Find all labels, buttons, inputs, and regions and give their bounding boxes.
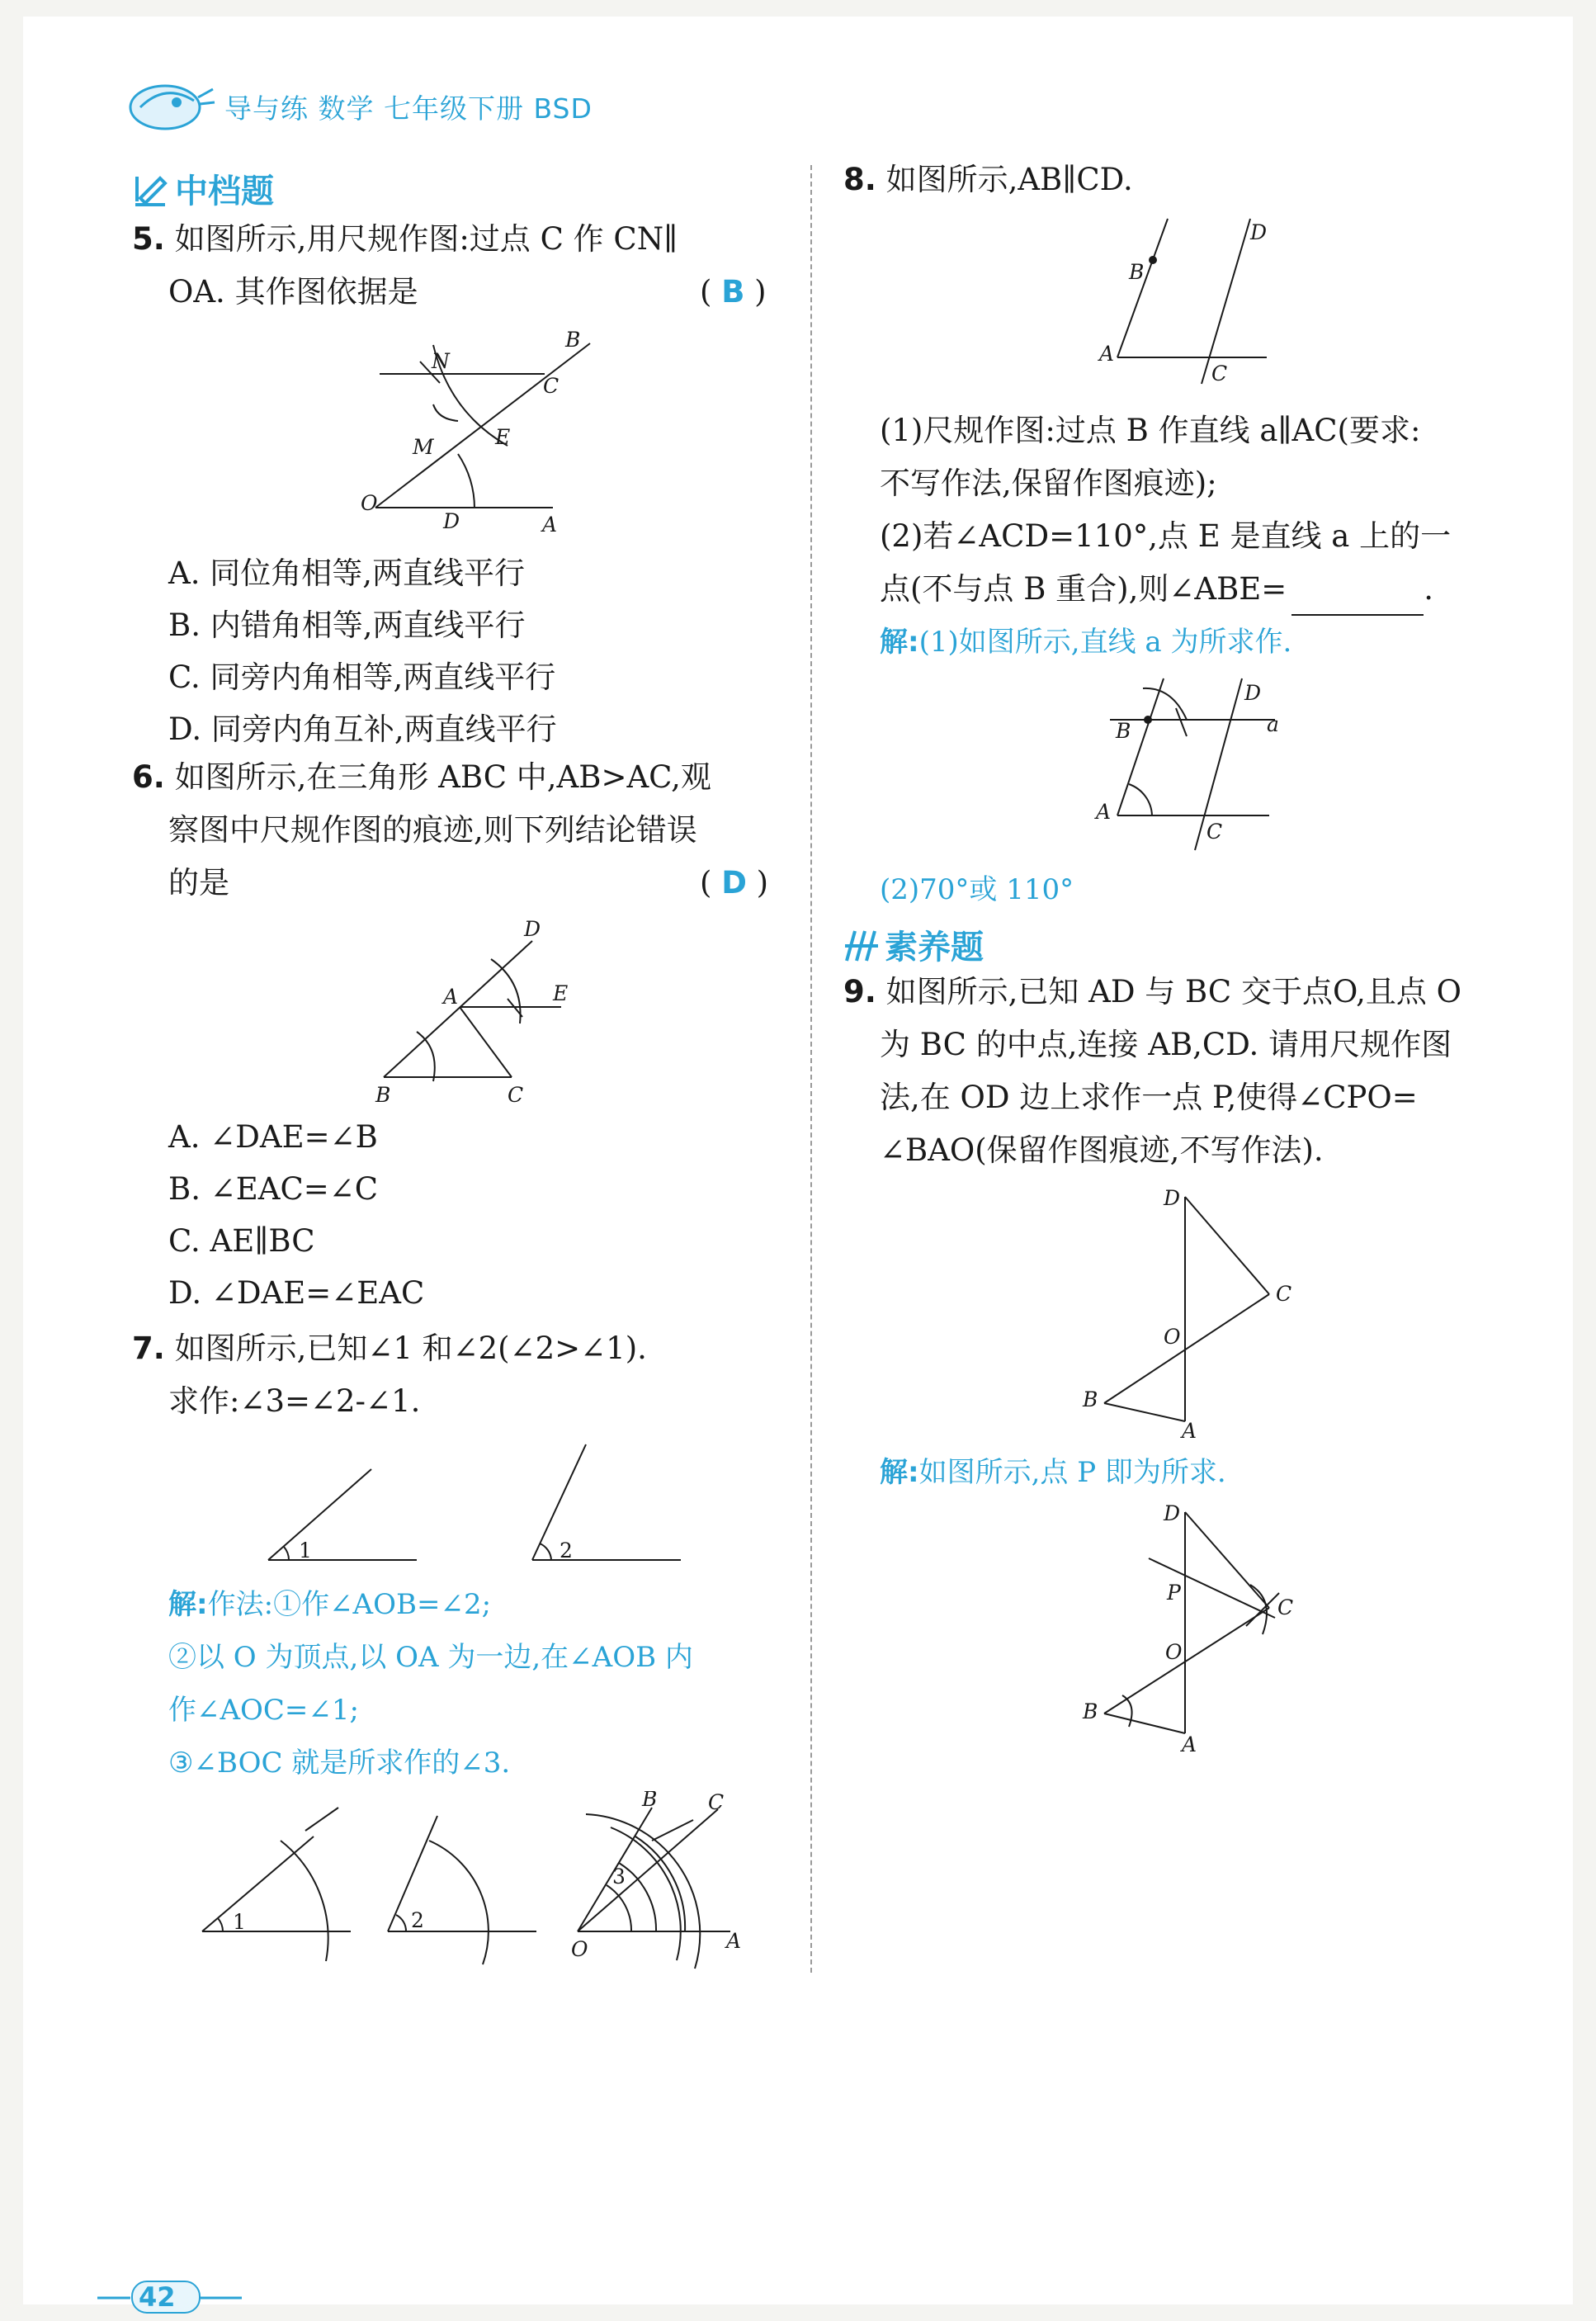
- q7-line1: 如图所示,已知∠1 和∠2(∠2>∠1).: [174, 1331, 647, 1366]
- q8-figure: [1089, 210, 1287, 392]
- q5-option-a: A. 同位角相等,两直线平行: [168, 555, 526, 591]
- q9-line4: ∠BAO(保留作图痕迹,不写作法).: [880, 1132, 1324, 1168]
- q8-solution-label: 解:: [880, 626, 919, 659]
- q8-solution-part2: (2)70°或 110°: [880, 873, 1074, 906]
- q7-sol-angle1-label: 1: [233, 1910, 246, 1934]
- q9-line1: 如图所示,已知 AD 与 BC 交于点O,且点 O: [885, 974, 1461, 1009]
- q7-given-angles: [248, 1436, 710, 1568]
- q7-solution-label: 解:: [168, 1588, 208, 1621]
- q7-sol-angle3-label: 3: [612, 1865, 626, 1888]
- q8-label-C: C: [1211, 362, 1228, 385]
- q9-label-A: A: [1182, 1419, 1197, 1438]
- q8-label-B: B: [1129, 260, 1145, 284]
- q9-solution-label: 解:: [880, 1456, 919, 1489]
- q7-stem: [132, 1322, 647, 1375]
- q5-label-D: D: [443, 509, 460, 533]
- q9-figure: [1073, 1182, 1320, 1438]
- q8-sol-label-B: B: [1116, 719, 1131, 743]
- q7-sol-label-C: C: [708, 1791, 725, 1814]
- q6-label-B: B: [375, 1083, 391, 1107]
- q5-label-A: A: [542, 513, 558, 537]
- q5-label-O: O: [361, 491, 378, 515]
- q8-sol-label-A: A: [1096, 800, 1112, 824]
- q6-stem: [132, 751, 711, 804]
- q9-solution-figure: [1073, 1502, 1320, 1758]
- q9-label-D: D: [1164, 1186, 1181, 1210]
- pencil-section-icon: [132, 172, 168, 208]
- q7-sol-label-B: B: [642, 1791, 658, 1811]
- q6-label-D: D: [524, 917, 541, 941]
- q9-label-B: B: [1083, 1387, 1098, 1411]
- q7-solution-figure: [190, 1791, 767, 1973]
- q8-part1-line2: 不写作法,保留作图痕迹);: [880, 466, 1217, 501]
- q8-part2-text: 点(不与点 B 重合),则∠ABE=: [880, 571, 1287, 607]
- q7-solution-step3: 作∠AOC=∠1;: [168, 1694, 359, 1727]
- q7-number: 7.: [132, 1331, 165, 1366]
- q5-line1: 如图所示,用尺规作图:过点 C 作 CN∥: [174, 221, 678, 257]
- q5-option-b: B. 内错角相等,两直线平行: [168, 607, 526, 643]
- q5-answer: B: [721, 274, 745, 310]
- q9-sol-label-C: C: [1277, 1595, 1294, 1619]
- q6-label-C: C: [508, 1083, 524, 1107]
- q6-option-a: A. ∠DAE=∠B: [168, 1119, 378, 1155]
- q6-line1: 如图所示,在三角形 ABC 中,AB>AC,观: [174, 759, 711, 795]
- q9-sol-label-P: P: [1167, 1581, 1181, 1605]
- q7-solution-line1: [168, 1578, 491, 1631]
- column-divider: [810, 165, 812, 1973]
- q9-sol-label-A: A: [1182, 1732, 1197, 1756]
- q7-angle1-label: 1: [299, 1539, 312, 1562]
- q7-sol-label-A: A: [726, 1929, 742, 1953]
- q7-solution-step4: ③∠BOC 就是所求作的∠3.: [168, 1747, 511, 1780]
- q9-label-C: C: [1276, 1282, 1292, 1306]
- q8-part2-line2: 点(不与点 B 重合),则∠ABE= .: [880, 563, 1433, 616]
- q9-solution-line1: [880, 1446, 1226, 1499]
- q8-line1: 如图所示,AB∥CD.: [885, 162, 1133, 197]
- q7-solution-step2: ②以 O 为顶点,以 OA 为一边,在∠AOB 内: [168, 1641, 693, 1674]
- q9-line2: 为 BC 的中点,连接 AB,CD. 请用尺规作图: [880, 1027, 1452, 1062]
- q5-option-c: C. 同旁内角相等,两直线平行: [168, 659, 556, 695]
- q9-label-O: O: [1164, 1325, 1181, 1349]
- page-number: 42: [139, 2281, 176, 2313]
- q5-stem: [132, 213, 678, 266]
- q8-sol-label-D: D: [1244, 681, 1262, 705]
- q5-label-C: C: [543, 374, 560, 398]
- q5-option-d: D. 同旁内角互补,两直线平行: [168, 711, 557, 747]
- q6-answer: D: [721, 865, 747, 901]
- q6-number: 6.: [132, 759, 165, 795]
- q5-figure: [351, 322, 615, 545]
- q7-sol-label-O: O: [571, 1937, 588, 1961]
- q6-option-d: D. ∠DAE=∠EAC: [168, 1275, 425, 1311]
- section-title-literacy: 素养题: [885, 929, 984, 967]
- section-title-middle: 中档题: [175, 173, 274, 210]
- q9-sol-label-D: D: [1164, 1502, 1181, 1525]
- q6-answer-box: ( D ): [700, 865, 769, 901]
- header-title: 导与练 数学 七年级下册 BSD: [224, 92, 593, 125]
- q6-label-A: A: [443, 985, 459, 1009]
- q6-label-E: E: [553, 981, 569, 1005]
- q8-number: 8.: [843, 162, 876, 197]
- q5-line2: OA. 其作图依据是: [168, 274, 418, 310]
- q6-line2: 察图中尺规作图的痕迹,则下列结论错误: [168, 812, 697, 848]
- q9-line3: 法,在 OD 边上求作一点 P,使得∠CPO=: [880, 1080, 1418, 1115]
- q7-solution-step1: 作法:①作∠AOB=∠2;: [207, 1588, 492, 1621]
- q8-stem: [843, 154, 1133, 206]
- q8-solution-figure: [1089, 670, 1304, 860]
- q5-label-N: N: [432, 349, 450, 373]
- logo-icon: [124, 74, 219, 136]
- q9-sol-label-O: O: [1165, 1640, 1183, 1664]
- q8-label-D: D: [1250, 220, 1268, 244]
- q8-label-A: A: [1099, 342, 1115, 366]
- q7-sol-angle2-label: 2: [411, 1908, 424, 1932]
- q8-sol-label-C: C: [1206, 820, 1223, 844]
- q8-part1-line1: (1)尺规作图:过点 B 作直线 a∥AC(要求:: [880, 413, 1421, 448]
- q9-stem: [843, 966, 1461, 1019]
- literacy-section-icon: [843, 928, 880, 964]
- q5-answer-box: ( B ): [700, 274, 767, 310]
- q8-part2-line1: (2)若∠ACD=110°,点 E 是直线 a 上的一: [880, 518, 1452, 554]
- q8-answer-blank: [1291, 586, 1424, 616]
- q6-line3: 的是: [168, 865, 229, 901]
- q9-number: 9.: [843, 974, 876, 1009]
- q9-solution-text: 如图所示,点 P 即为所求.: [918, 1456, 1226, 1489]
- q5-label-M: M: [413, 435, 434, 459]
- q5-label-E: E: [495, 425, 511, 449]
- q5-label-B: B: [565, 328, 581, 352]
- q6-figure: [367, 916, 598, 1114]
- q8-sol-label-a: a: [1267, 712, 1279, 736]
- q8-solution-part1: (1)如图所示,直线 a 为所求作.: [918, 626, 1292, 659]
- q7-angle2-label: 2: [560, 1539, 573, 1562]
- q6-option-b: B. ∠EAC=∠C: [168, 1171, 379, 1207]
- q6-option-c: C. AE∥BC: [168, 1223, 315, 1259]
- q9-sol-label-B: B: [1083, 1699, 1098, 1723]
- q8-solution-line1: [880, 616, 1291, 669]
- q7-line2: 求作:∠3=∠2-∠1.: [168, 1383, 421, 1419]
- q5-number: 5.: [132, 221, 165, 257]
